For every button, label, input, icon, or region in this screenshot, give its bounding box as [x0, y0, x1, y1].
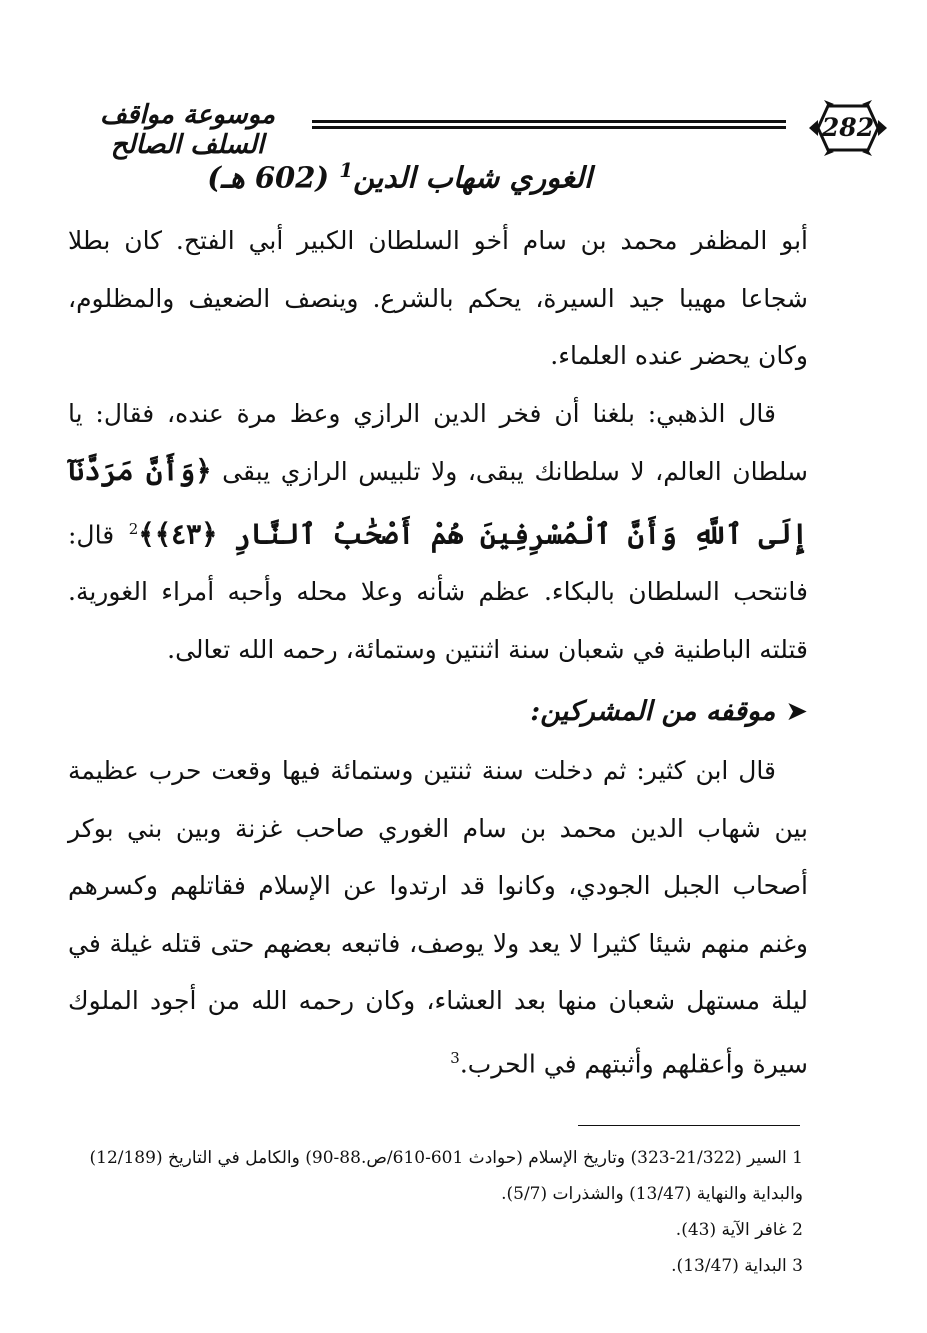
- entry-title-name: الغوري شهاب الدين: [353, 160, 592, 195]
- footnote-item: [58, 1140, 803, 1212]
- paragraph-text: أبو المظفر محمد بن سام أخو السلطان الكبير أبي الفتح. كان بطلا شجاعا مهيبا جيد السيرة، يحكم بالشرع. وينصف الضعيف والمظلوم، وكان يحضر عنده العلماء.: [68, 226, 808, 370]
- arrow-bullet-icon: ➤: [785, 696, 808, 728]
- footnote-separator: [578, 1125, 800, 1126]
- footnote-ref: 1: [339, 158, 354, 182]
- section-heading: [68, 682, 808, 742]
- footnote-ref: 3: [450, 1048, 460, 1067]
- header-rule: [312, 126, 786, 129]
- paragraph-text: قال ابن كثير: ثم دخلت سنة ثنتين وستمائة فيها وقعت حرب عظيمة بين شهاب الدين محمد بن سام الغوري صاحب غزنة وبين بني بوكر أصحاب الجبل الجودي، وكانوا قد ارتدوا عن الإسلام فقاتلهم وكسرهم وغنم منهم شيئا كثيرا لا يعد ولا يوصف، فاتبعه بعضهم حتى قتله غيلة في ليلة مستهل شعبان منها بعد العشاء، وكان رحمه الله من أجود الملوك سيرة وأعقلهم وأثبتهم في الحرب.: [68, 756, 808, 1079]
- footnote-text: البداية (13/47).: [671, 1256, 787, 1276]
- entry-title: [207, 158, 592, 195]
- series-title: موسوعة مواقف السلف الصالح: [99, 100, 275, 160]
- paragraph-text: قال الذهبي: بلغنا أن فخر الدين الرازي وعظ مرة عنده، فقال: يا سلطان العالم، لا سلطانك يبقى، ولا تلبيس الرازي يبقى: [68, 398, 808, 486]
- page-header: [40, 88, 890, 168]
- footnote-ref: 2: [128, 519, 139, 538]
- paragraph-intro: [68, 212, 808, 385]
- footnote-text: غافر الآية (43).: [675, 1220, 787, 1240]
- paragraph-ibn-kathir: [68, 742, 808, 1092]
- header-rule: [312, 120, 786, 123]
- footnotes: [58, 1140, 803, 1284]
- footnote-item: [58, 1212, 803, 1248]
- entry-date: (602 هـ): [207, 160, 330, 195]
- footnote-number: 3: [792, 1256, 803, 1276]
- footnote-number: 1: [792, 1148, 803, 1168]
- main-text: [68, 212, 808, 1093]
- page-number-badge: [806, 98, 890, 158]
- page-number: 282: [821, 113, 875, 142]
- section-heading-text: موقفه من المشركين:: [530, 696, 776, 728]
- footnote-number: 2: [792, 1220, 803, 1240]
- quran-verse: ﴿وَأَنَّ مَرَدَّنَآ إِلَى ٱللَّهِ وَأَنَّ ٱلْمُسْرِفِينَ هُمْ أَصْحَٰبُ ٱلنَّارِ ﴿٤٣﴾﴾: [68, 454, 808, 550]
- paragraph-text: قال: فانتحب السلطان بالبكاء. عظم شأنه وعلا محله وأحبه أمراء الغورية. قتلته الباطنية في شعبان سنة اثنتين وستمائة، رحمه الله تعالى.: [68, 519, 808, 664]
- footnote-text: السير (21/322-323) وتاريخ الإسلام (حوادث 601-610/ص.88-90) والكامل في التاريخ (12/189) والبداية والنهاية (13/47) والشذرات (5/7).: [89, 1148, 803, 1204]
- paragraph-dhahabi: [68, 385, 808, 679]
- footnote-item: [58, 1248, 803, 1284]
